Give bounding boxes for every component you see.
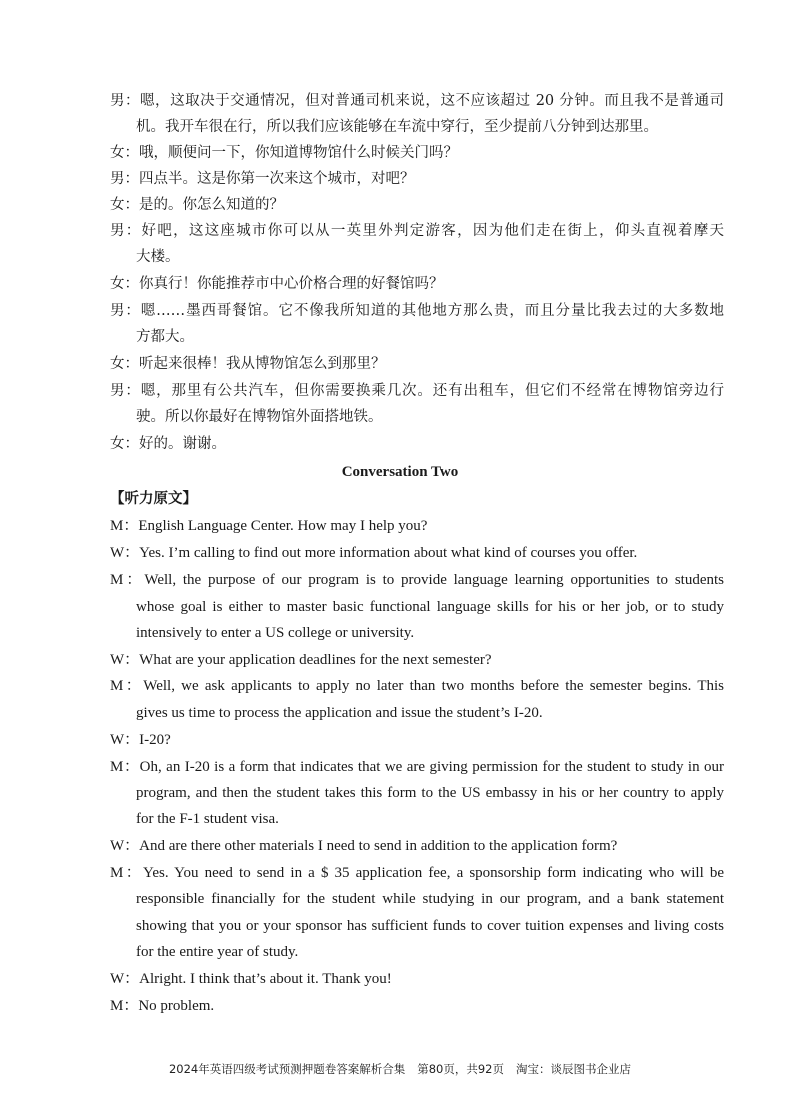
cn-line-cont: 大楼。 [136,249,180,265]
en-line: M：Well, the purpose of our program is to provide language learning opportunities to students [110,572,724,588]
en-line-cont: whose goal is either to master basic functional language skills for his or her job, or to study [136,599,724,615]
conversation-title: Conversation Two [341,464,459,480]
en-line-cont: for the entire year of study. [136,944,299,960]
cn-line: 男：四点半。这是你第一次来这个城市，对吧？ [110,171,415,187]
en-line: M：Well, we ask applicants to apply no later than two months before the semester begins. This [110,678,724,694]
cn-line: 男：好吧，这这座城市你可以从一英里外判定游客，因为他们走在街上，仰头直视着摩天 [110,223,724,239]
en-line-cont: gives us time to process the application and issue the student’s I-20. [136,705,543,721]
cn-line: 女：好的。谢谢。 [110,436,226,452]
en-line: W：I-20? [110,732,171,748]
footer-book-title: 2024年英语四级考试预测押题卷答案解析合集 [168,1062,406,1076]
section-label: 【听力原文】 [110,491,197,507]
page-footer [0,1060,800,1078]
cn-line: 男：嗯，那里有公共汽车，但你需要换乘几次。还有出租车，但它们不经常在博物馆旁边行 [110,383,724,399]
cn-line-cont: 方都大。 [136,329,194,345]
cn-line: 男：嗯……墨西哥餐馆。它不像我所知道的其他地方那么贵，而且分量比我去过的大多数地 [110,303,724,319]
en-line: M：Oh, an I-20 is a form that indicates that we are giving permission for the student to study in our [110,759,724,775]
en-line-cont: program, and then the student takes this form to the US embassy in his or her country to apply [136,785,724,801]
footer-page-number: 第80页，共92页 [417,1062,505,1076]
en-line-cont: responsible financially for the student while studying in our program, and a bank statement [136,891,724,907]
footer-shop: 淘宝：谈辰图书企业店 [516,1062,632,1076]
en-line-cont: for the F-1 student visa. [136,811,279,827]
cn-line-cont: 驶。所以你最好在博物馆外面搭地铁。 [136,409,383,425]
cn-line: 女：听起来很棒！我从博物馆怎么到那里？ [110,356,386,372]
cn-line: 女：是的。你怎么知道的？ [110,197,284,213]
cn-line: 男：嗯，这取决于交通情况，但对普通司机来说，这不应该超过 20 分钟。而且我不是普通司 [110,93,724,109]
cn-line: 女：哦，顺便问一下，你知道博物馆什么时候关门吗？ [110,145,458,161]
en-line: W：What are your application deadlines for the next semester? [110,652,492,668]
en-line: W：Yes. I’m calling to find out more information about what kind of courses you offer. [110,545,638,561]
en-line: M：No problem. [110,998,215,1014]
en-line-cont: showing that you or your sponsor has sufficient funds to cover tuition expenses and living costs [136,918,724,934]
en-line: W：And are there other materials I need to send in addition to the application form? [110,838,618,854]
cn-line-cont: 机。我开车很在行，所以我们应该能够在车流中穿行，至少提前八分钟到达那里。 [136,119,658,135]
en-line: M：English Language Center. How may I help you? [110,518,428,534]
cn-line: 女：你真行！你能推荐市中心价格合理的好餐馆吗？ [110,276,444,292]
en-line: M：Yes. You need to send in a $ 35 application fee, a sponsorship form indicating who will be [110,865,724,881]
en-line: W：Alright. I think that’s about it. Thank you! [110,971,392,987]
en-line-cont: intensively to enter a US college or university. [136,625,415,641]
